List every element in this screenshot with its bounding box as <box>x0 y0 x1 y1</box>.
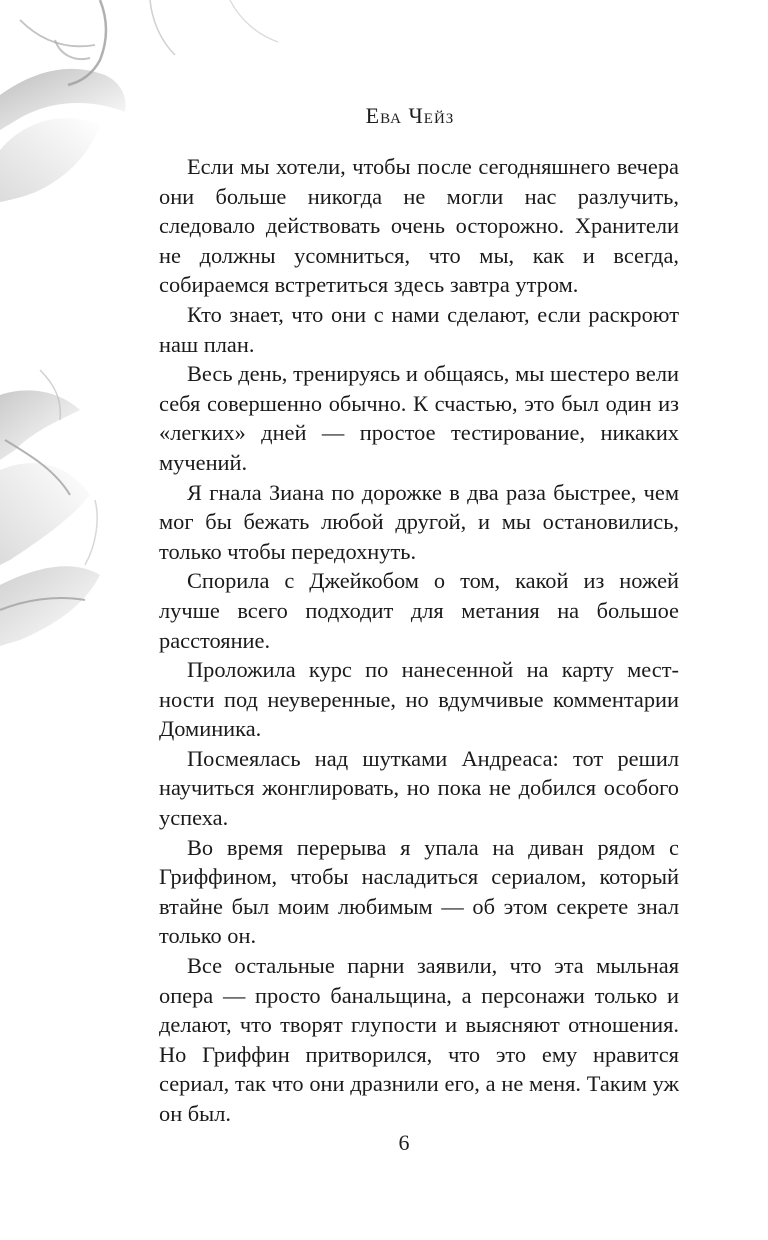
body-text <box>159 152 679 1129</box>
paragraph: Все остальные парни заявили, что эта мыльная опера — просто банальщина, а персонажи только и делают, что творят глупости и выясняют отношения. Но Гриффин притворился, что это ему нравится сериал, так что они дразнили его, а не меня. Таким уж он был. <box>159 953 679 1126</box>
page-number: 6 <box>398 1130 410 1155</box>
paragraph: Кто знает, что они с нами сделают, если раскроют наш план. <box>159 301 679 357</box>
paragraph: Во время перерыва я упала на диван рядом с Гриффином, чтобы насладиться сериалом, который втайне был моим любимым — об этом секрете знал только он. <box>159 834 679 949</box>
paragraph: Если мы хотели, чтобы после сегодняшнего вечера они больше никогда не могли нас разлучить, следовало действовать очень осторожно. Хранители не должны усомниться, что мы, как и всегда, собираемся встретиться здесь завтра утром. <box>159 154 679 298</box>
paragraph: Посмеялась над шутками Андреаса: тот решил научиться жонглировать, но пока не добился особого успеха. <box>159 745 679 831</box>
paragraph: Проложила курс по нанесенной на карту местности под неуверенные, но вдумчивые комментарии Доминика. <box>159 657 679 742</box>
paragraph: Я гнала Зиана по дорожке в два раза быстрее, чем мог бы бежать любой другой, и мы остановились, только чтобы передохнуть. <box>159 479 679 564</box>
running-head-author: Ева Чейз <box>365 103 455 128</box>
paragraph: Спорила с Джейкобом о том, какой из ножей лучше всего подходит для метания на большое расстояние. <box>159 568 679 653</box>
paragraph: Весь день, тренируясь и общаясь, мы шестеро вели себя совершенно обычно. К счастью, это был один из «легких» дней — простое тестирование, никаких мучений. <box>159 361 679 475</box>
